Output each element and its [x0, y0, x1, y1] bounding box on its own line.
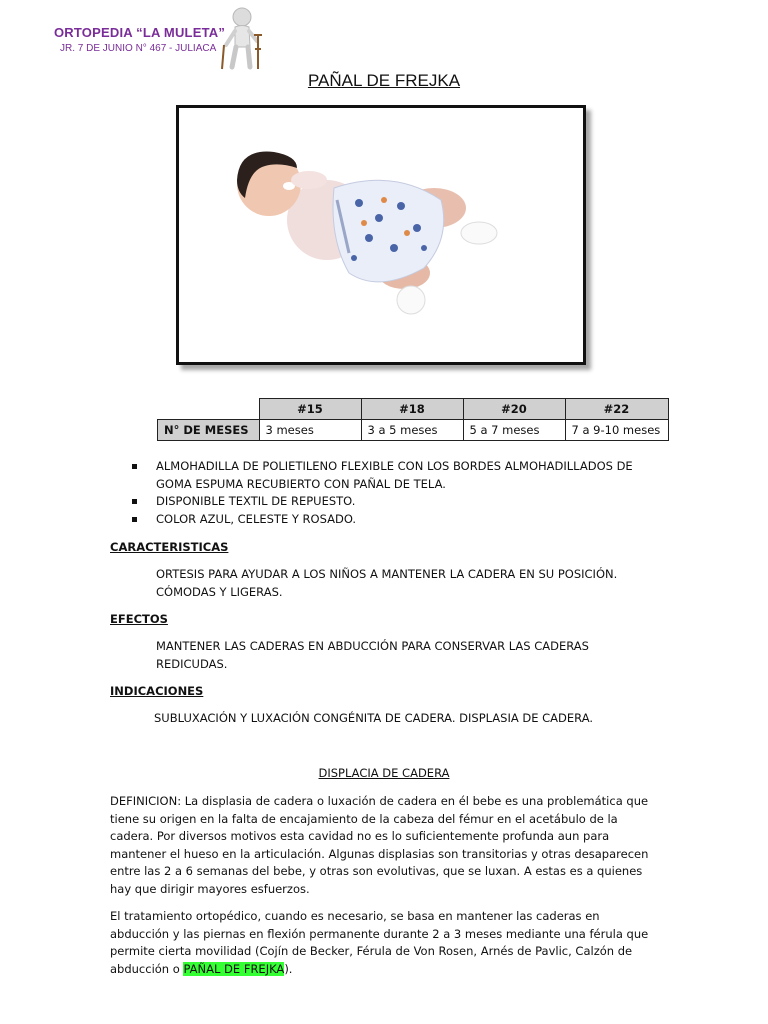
feature-item: ALMOHADILLA DE POLIETILENO FLEXIBLE CON LOS BORDES ALMOHADILLADOS DE GOMA ESPUMA RECUBIERTO CON PAÑAL DE TELA. [132, 458, 662, 493]
months-size-15: 3 meses [259, 420, 361, 441]
months-size-18: 3 a 5 meses [361, 420, 463, 441]
logo-address: JR. 7 DE JUNIO N° 467 - JULIACA [60, 43, 217, 54]
feature-item: DISPONIBLE TEXTIL DE REPUESTO. [132, 493, 662, 511]
feature-list [132, 458, 662, 528]
definicion-paragraph: DEFINICION: La displasia de cadera o luxación de cadera en él bebe es una problemática que tiene su origen en la falta de encajamiento de la cabeza del fémur en el acetábulo de la cadera. Por diversos motivos esta cavidad no es lo suficientemente profunda aun para mantener el hueso en la articulación. Algunas displasias son transitorias y otras desaparecen entre las 2 a 6 semanas del bebe, y otras son evolutivas, que se luxan. A estas es a quienes hay que dirigir mayores esfuerzos. [110, 794, 649, 896]
caracteristicas-text: ORTESIS PARA AYUDAR A LOS NIÑOS A MANTENER LA CADERA EN SU POSICIÓN. CÓMODAS Y LIGERAS. [156, 567, 618, 599]
months-row [158, 420, 669, 441]
size-18: #18 [361, 399, 463, 420]
indicaciones-heading: INDICACIONES [110, 684, 204, 698]
size-header-row [158, 399, 669, 420]
product-photo [176, 105, 586, 365]
tratamiento-end: ). [284, 961, 293, 976]
tratamiento-text: El tratamiento ortopédico, cuando es necesario, se basa en mantener las caderas en abducción y las piernas en flexión permanente durante 2 a 3 meses mediante una férula que permite cierta movilidad (Cojín de Becker, Férula de Von Rosen, Arnés de Pavlic, Calzón de abducción o [110, 909, 649, 976]
crutch-figure-logo [202, 5, 282, 71]
months-size-20: 5 a 7 meses [463, 420, 565, 441]
size-15: #15 [259, 399, 361, 420]
efectos-text: MANTENER LAS CADERAS EN ABDUCCIÓN PARA CONSERVAR LAS CADERAS REDICUDAS. [156, 639, 589, 671]
caracteristicas-heading: CARACTERISTICAS [110, 540, 229, 554]
displacia-heading: DISPLACIA DE CADERA [318, 766, 450, 780]
size-22: #22 [565, 399, 668, 420]
table-corner [158, 399, 260, 420]
size-20: #20 [463, 399, 565, 420]
size-table [157, 398, 669, 441]
months-size-22: 7 a 9-10 meses [565, 420, 668, 441]
logo-name: ORTOPEDIA “LA MULETA” [54, 25, 226, 40]
efectos-heading: EFECTOS [110, 612, 168, 626]
baby-in-frejka-diaper-image [179, 108, 583, 362]
tratamiento-paragraph [110, 908, 662, 978]
feature-item: COLOR AZUL, CELESTE Y ROSADO. [132, 511, 662, 529]
indicaciones-text: SUBLUXACIÓN Y LUXACIÓN CONGÉNITA DE CADERA. DISPLASIA DE CADERA. [154, 711, 594, 725]
highlighted-product-name: PAÑAL DE FREJKA [183, 961, 285, 976]
page-title: PAÑAL DE FREJKA [307, 71, 461, 90]
months-row-label: N° DE MESES [158, 420, 260, 441]
